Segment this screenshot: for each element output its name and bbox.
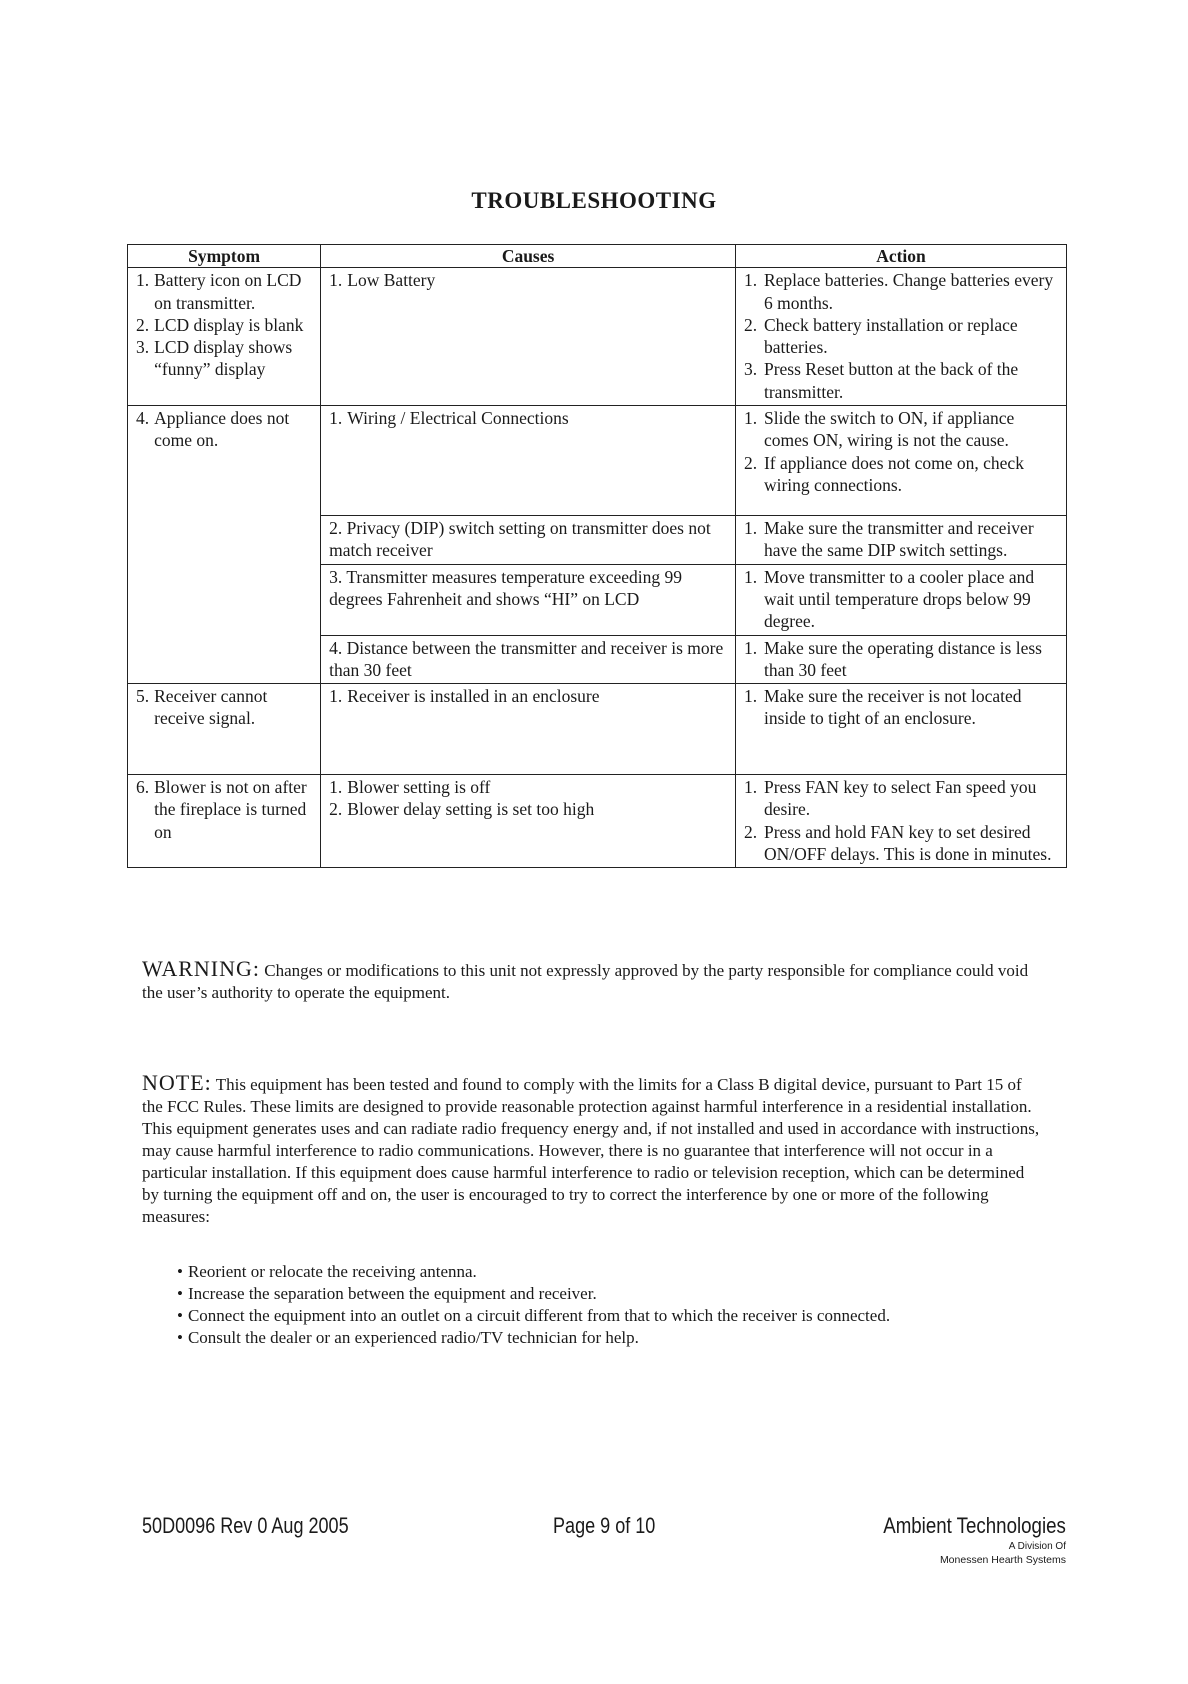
- item-number: 1.: [329, 777, 343, 798]
- cause-cell: [321, 406, 736, 516]
- list-item: • Connect the equipment into an outlet on a circuit different from that to which the receiver is connected.: [187, 1305, 890, 1327]
- item-number: 1.: [743, 686, 758, 707]
- cause-cell: [321, 684, 736, 775]
- numbered-line: [136, 336, 312, 381]
- numbered-line: [744, 566, 1058, 633]
- numbered-line: [329, 798, 727, 820]
- item-number: 5.: [136, 686, 150, 707]
- item-number: 1.: [743, 518, 758, 539]
- item-number: 1.: [329, 270, 343, 291]
- table-header-row: [128, 245, 1067, 268]
- numbered-line: [744, 269, 1058, 314]
- item-text: Make sure the operating distance is less than 30 feet: [763, 637, 1042, 680]
- numbered-line: [329, 407, 727, 429]
- warning-label: WARNING:: [142, 956, 260, 981]
- item-text: Appliance does not come on.: [154, 408, 290, 451]
- item-number: 6.: [136, 777, 150, 798]
- action-cell: [735, 516, 1066, 565]
- item-text: Receiver cannot receive signal.: [154, 686, 268, 729]
- numbered-line: [744, 314, 1058, 359]
- list-item: • Reorient or relocate the receiving antenna.: [187, 1261, 890, 1283]
- action-cell: [735, 406, 1066, 516]
- numbered-line: [136, 269, 312, 314]
- table-row: [128, 684, 1067, 775]
- item-text: Blower is not on after the fireplace is turned on: [154, 777, 307, 842]
- item-text: Press and hold FAN key to set desired ON/OFF delays. This is done in minutes.: [763, 821, 1052, 865]
- numbered-line: [136, 776, 312, 843]
- item-text: LCD display is blank: [154, 314, 304, 335]
- item-number: 2.: [329, 799, 343, 820]
- item-number: 1.: [329, 686, 343, 707]
- item-text: Check battery installation or replace batteries.: [763, 314, 1018, 358]
- item-text: Low Battery: [347, 270, 436, 291]
- action-cell: [735, 775, 1066, 868]
- numbered-line: [744, 452, 1058, 497]
- item-number: 1.: [329, 408, 343, 429]
- item-text: If appliance does not come on, check wiring connections.: [763, 452, 1024, 495]
- item-number: 1.: [743, 270, 758, 291]
- numbered-line: [744, 685, 1058, 730]
- item-text: Blower setting is off: [347, 777, 491, 798]
- warning-text: Changes or modifications to this unit not expressly approved by the party responsible for compliance could void the user’s authority to operate the equipment.: [142, 961, 1029, 1002]
- symptom-cell: [128, 684, 321, 775]
- item-text: Make sure the receiver is not located inside to tight of an enclosure.: [763, 686, 1022, 729]
- numbered-line: [744, 517, 1058, 562]
- item-number: 1.: [136, 270, 150, 291]
- item-text: Replace batteries. Change batteries every 6 months.: [763, 270, 1054, 313]
- parent-company: Monessen Hearth Systems: [939, 1554, 1066, 1566]
- numbered-line: [744, 821, 1058, 866]
- item-number: 3.: [743, 359, 758, 380]
- cause-cell: 4. Distance between the transmitter and receiver is more than 30 feet: [321, 635, 736, 684]
- cause-cell: 3. Transmitter measures temperature exceeding 99 degrees Fahrenheit and shows “HI” on LCD: [321, 564, 736, 635]
- item-text: Blower delay setting is set too high: [347, 799, 595, 820]
- numbered-line: [329, 685, 727, 707]
- item-number: 2.: [136, 314, 150, 335]
- action-cell: [735, 268, 1066, 406]
- table-row: [128, 775, 1067, 868]
- cause-cell: [321, 775, 736, 868]
- item-number: 1.: [743, 637, 758, 658]
- numbered-line: [744, 407, 1058, 452]
- item-number: 3.: [136, 337, 150, 358]
- numbered-line: [136, 407, 312, 452]
- measures-list: [187, 1261, 890, 1349]
- item-text: Battery icon on LCD on transmitter.: [154, 270, 302, 313]
- item-text: Press FAN key to select Fan speed you desire.: [763, 777, 1037, 820]
- table-row: [128, 268, 1067, 406]
- division-label: A Division Of: [1008, 1541, 1066, 1552]
- list-item: • Increase the separation between the equipment and receiver.: [187, 1283, 890, 1305]
- document-id: 50D0096 Rev 0 Aug 2005: [142, 1513, 349, 1538]
- item-text: Press Reset button at the back of the transmitter.: [763, 359, 1019, 402]
- symptom-cell: [128, 775, 321, 868]
- item-text: Receiver is installed in an enclosure: [347, 686, 600, 707]
- table-row: [128, 406, 1067, 516]
- header-causes: Causes: [321, 245, 736, 268]
- company-name: Ambient Technologies: [883, 1513, 1066, 1538]
- item-number: 2.: [743, 452, 758, 473]
- item-number: 4.: [136, 408, 150, 429]
- item-text: LCD display shows “funny” display: [154, 337, 293, 380]
- troubleshooting-table: [127, 244, 1067, 868]
- numbered-line: [744, 776, 1058, 821]
- page-number: Page 9 of 10: [553, 1513, 656, 1538]
- item-number: 1.: [743, 566, 758, 587]
- warning-paragraph: [142, 958, 1042, 1004]
- cause-cell: [321, 268, 736, 406]
- action-cell: [735, 564, 1066, 635]
- action-cell: [735, 635, 1066, 684]
- header-action: Action: [735, 245, 1066, 268]
- note-paragraph: [142, 1072, 1042, 1228]
- item-number: 2.: [743, 314, 758, 335]
- symptom-cell: [128, 268, 321, 406]
- header-symptom: Symptom: [128, 245, 321, 268]
- item-number: 1.: [743, 777, 758, 798]
- list-item: • Consult the dealer or an experienced radio/TV technician for help.: [187, 1327, 890, 1349]
- item-number: 2.: [743, 821, 758, 842]
- cause-cell: 2. Privacy (DIP) switch setting on transmitter does not match receiver: [321, 516, 736, 565]
- numbered-line: [744, 637, 1058, 682]
- numbered-line: [136, 314, 312, 336]
- item-text: Move transmitter to a cooler place and wait until temperature drops below 99 degree.: [763, 566, 1035, 632]
- item-number: 1.: [743, 408, 758, 429]
- action-cell: [735, 684, 1066, 775]
- company-block: [851, 1513, 1066, 1566]
- numbered-line: [329, 269, 727, 291]
- numbered-line: [136, 685, 312, 730]
- item-text: Make sure the transmitter and receiver have the same DIP switch settings.: [763, 518, 1034, 561]
- page-title: TROUBLESHOOTING: [471, 188, 717, 213]
- symptom-cell: [128, 406, 321, 684]
- note-text: This equipment has been tested and found to comply with the limits for a Class B digital device, pursuant to Part 15 of the FCC Rules. These limits are designed to provide reasonable protection against harmful interference in a residential installation. This equipment generates uses and can radiate radio frequency energy and, if not installed and used in accordance with instructions, may cause harmful interference to radio communications. However, there is no guarantee that interference will not occur in a particular installation. If this equipment does cause harmful interference to radio or television reception, which can be determined by turning the equipment off and on, the user is encouraged to try to correct the interference by one or more of the following measures:: [142, 1075, 1040, 1226]
- numbered-line: [744, 358, 1058, 403]
- item-text: Slide the switch to ON, if appliance comes ON, wiring is not the cause.: [763, 408, 1015, 451]
- item-text: Wiring / Electrical Connections: [347, 408, 569, 429]
- numbered-line: [329, 776, 727, 798]
- note-label: NOTE:: [142, 1070, 212, 1095]
